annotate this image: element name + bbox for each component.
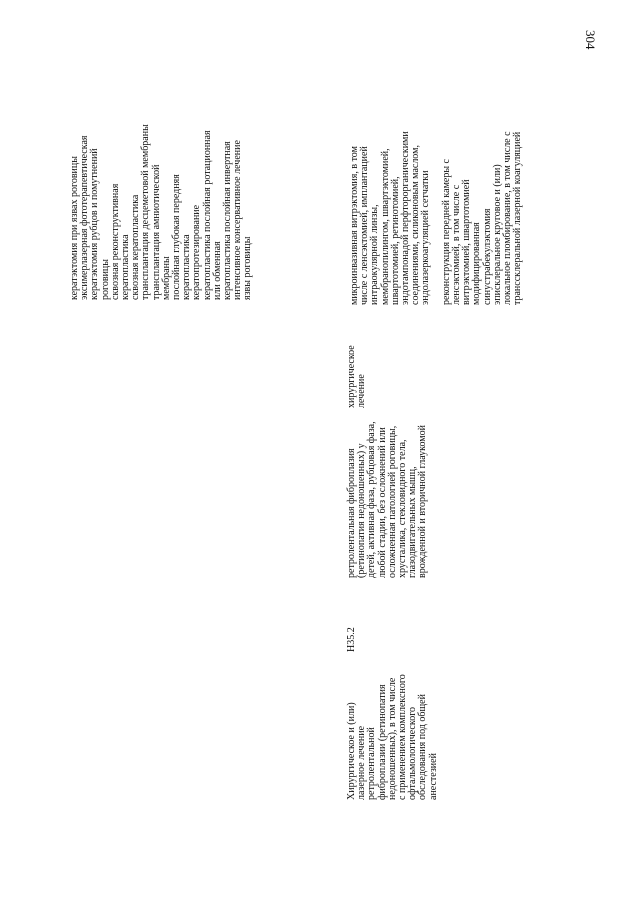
text-line: синустрабекулэктомия [481,208,493,305]
text-line: недоношенных), в том числе [386,677,398,800]
text-line: хрусталика, стекловидного тела, [397,439,409,578]
text-line: кератопластика послойная инвертная [222,141,234,300]
treatment-methods-cell [350,131,523,305]
text-line: Хирургическое и (или) [346,702,357,800]
text-line: эписклеральное круговое и (или) [491,164,503,305]
text-line: реконструкция передней камеры с [440,159,452,305]
text-line: ретролентальная фиброплазия [346,448,357,578]
text-line: язвы роговицы [242,236,254,300]
text-line: числе с ленсэктомией, имплантацией [359,146,371,305]
text-line: лечение [356,374,368,408]
text-line: сквозная кератопластика [130,194,142,300]
text-line: офтальмологического [407,706,419,800]
treatment-type-cell [347,345,367,408]
text-line: кератопротезирование [191,204,203,300]
text-line: анестезией [427,753,439,800]
text-line: трансплантация десцеметовой мембраны [140,124,152,300]
text-line: ленсэктомией, в том числе с [451,184,463,305]
text-line: или обменная [211,241,223,300]
text-line: фиброплазии (ретинопатия [376,684,388,800]
text-line: лазерное лечение [356,725,368,800]
text-line: швартотомией, ретинотомией, [389,176,401,305]
text-line: эндотампонадой перфторорганическими [400,131,412,305]
text-line: трансплантация амниотической [150,164,162,300]
upper-methods-list [70,124,254,300]
text-line: эксимерлазерная фототерапевтическая [79,135,91,300]
text-line: кератопластика послойная ротационная [201,130,213,300]
text-line: с применением комплексного [397,674,409,800]
text-line: кератэктомия при язвах роговицы [69,156,80,300]
text-line: мембраны [160,256,172,300]
text-line: кератэктомия рубцов и помутнений [89,148,101,300]
treatment-name-cell [347,674,439,800]
icd-code: H35.2 [346,627,357,652]
text-line: мембранопилингом, швартэктомией, [379,148,391,305]
text-line: локальное пломбирование, в том числе с [502,131,514,305]
text-line: кератопластика [120,234,132,300]
text-line: обследования под общей [417,694,429,800]
text-line: (ретинопатия недоношенных) у [356,443,368,578]
diagnosis-code-cell [347,627,357,652]
text-line: интраокулярной линзы, [369,204,381,305]
text-line: любой стадии, без осложнений или [376,427,388,578]
text-line: витрэктомией, швартотомией [461,179,473,305]
text-line: соединениями, силиконовым маслом, [410,145,422,305]
text-line: микроинвазивная витрэктомия, в том [349,146,360,305]
text-line: интенсивное консервативное лечение [232,140,244,300]
text-line: транссклеральной лазерной коагуляцией [512,131,524,305]
page-number: 304 [583,30,598,50]
text-line: послойная глубокая передняя [171,174,183,300]
text-line: глазодвигательных мышц, [407,466,419,578]
text-line: ретролентальной [366,727,378,800]
text-line: детей, активная фаза, рубцовая фаза, [366,421,378,578]
text-line: эндолазеркоагуляцией сетчатки [420,170,432,305]
text-line: осложненная патологией роговицы, [386,425,398,578]
text-line: хирургическое [346,345,357,408]
text-line: роговицы [99,259,111,300]
diagnosis-cell [347,421,429,578]
text-line: сквозная реконструктивная [109,183,121,300]
text-line: врожденной и вторичной глаукомой [417,425,429,578]
text-line: кератопластика [181,234,193,300]
text-line: модифицированная [471,222,483,305]
